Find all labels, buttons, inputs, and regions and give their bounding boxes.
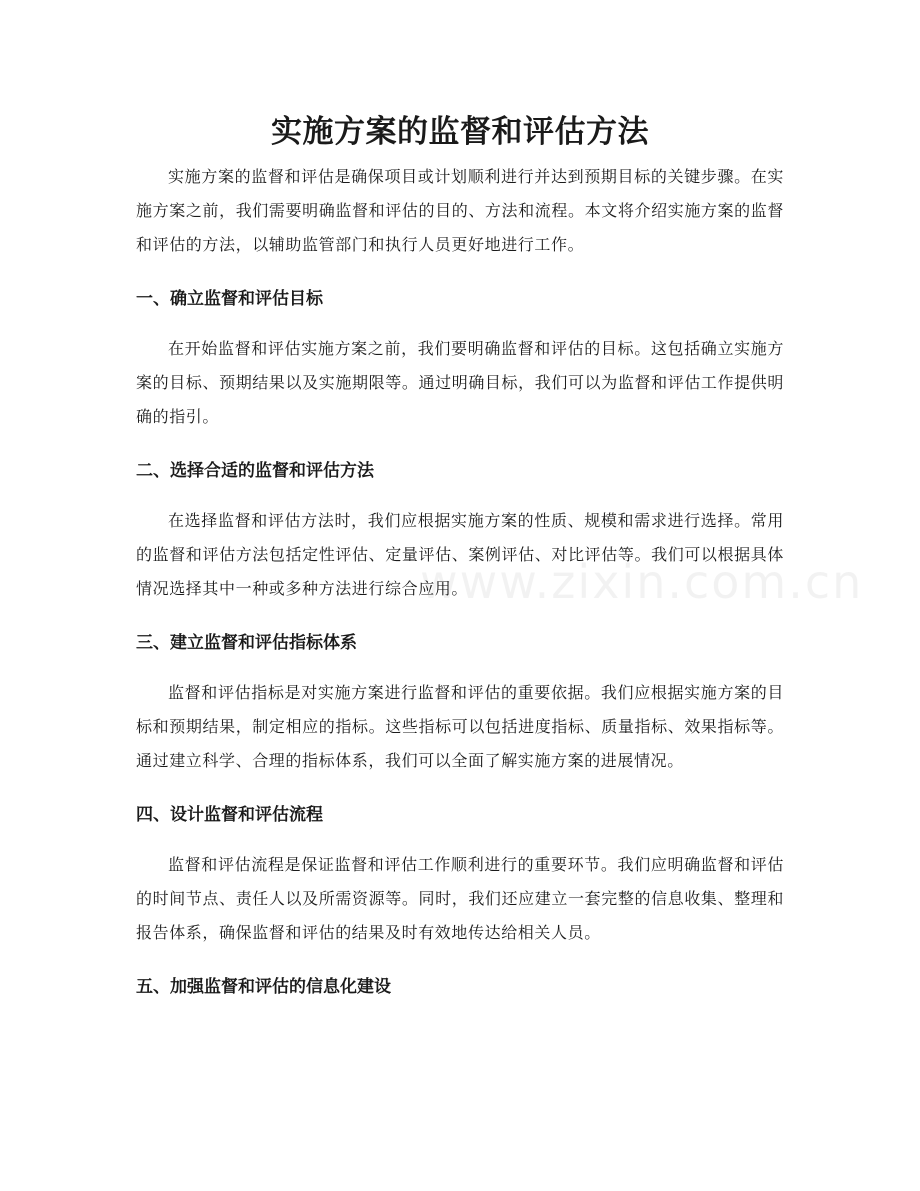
document-body [136,160,784,1004]
section-body-4: 监督和评估流程是保证监督和评估工作顺利进行的重要环节。我们应明确监督和评估的时间节点、责任人以及所需资源等。同时，我们还应建立一套完整的信息收集、整理和报告体系，确保监督和评估的结果及时有效地传达给相关人员。 [136,855,784,942]
watermark: www.zixin.com.cn [420,555,864,609]
section-body-2: 在选择监督和评估方法时，我们应根据实施方案的性质、规模和需求进行选择。常用的监督和评估方法包括定性评估、定量评估、案例评估、对比评估等。我们可以根据具体情况选择其中一种或多种方法进行综合应用。 [136,511,784,598]
section-heading-5: 五、加强监督和评估的信息化建设 [136,977,391,997]
section-heading-2: 二、选择合适的监督和评估方法 [136,461,374,481]
section-heading-1: 一、确立监督和评估目标 [136,289,323,309]
document-title: 实施方案的监督和评估方法 [271,114,649,150]
intro-paragraph: 实施方案的监督和评估是确保项目或计划顺利进行并达到预期目标的关键步骤。在实施方案之前，我们需要明确监督和评估的目的、方法和流程。本文将介绍实施方案的监督和评估的方法，以辅助监管部门和执行人员更好地进行工作。 [136,167,784,254]
section-body-3: 监督和评估指标是对实施方案进行监督和评估的重要依据。我们应根据实施方案的目标和预期结果，制定相应的指标。这些指标可以包括进度指标、质量指标、效果指标等。通过建立科学、合理的指标体系，我们可以全面了解实施方案的进展情况。 [136,683,784,770]
section-heading-4: 四、设计监督和评估流程 [136,805,323,825]
section-heading-3: 三、建立监督和评估指标体系 [136,633,357,653]
section-body-1: 在开始监督和评估实施方案之前，我们要明确监督和评估的目标。这包括确立实施方案的目标、预期结果以及实施期限等。通过明确目标，我们可以为监督和评估工作提供明确的指引。 [136,339,784,426]
